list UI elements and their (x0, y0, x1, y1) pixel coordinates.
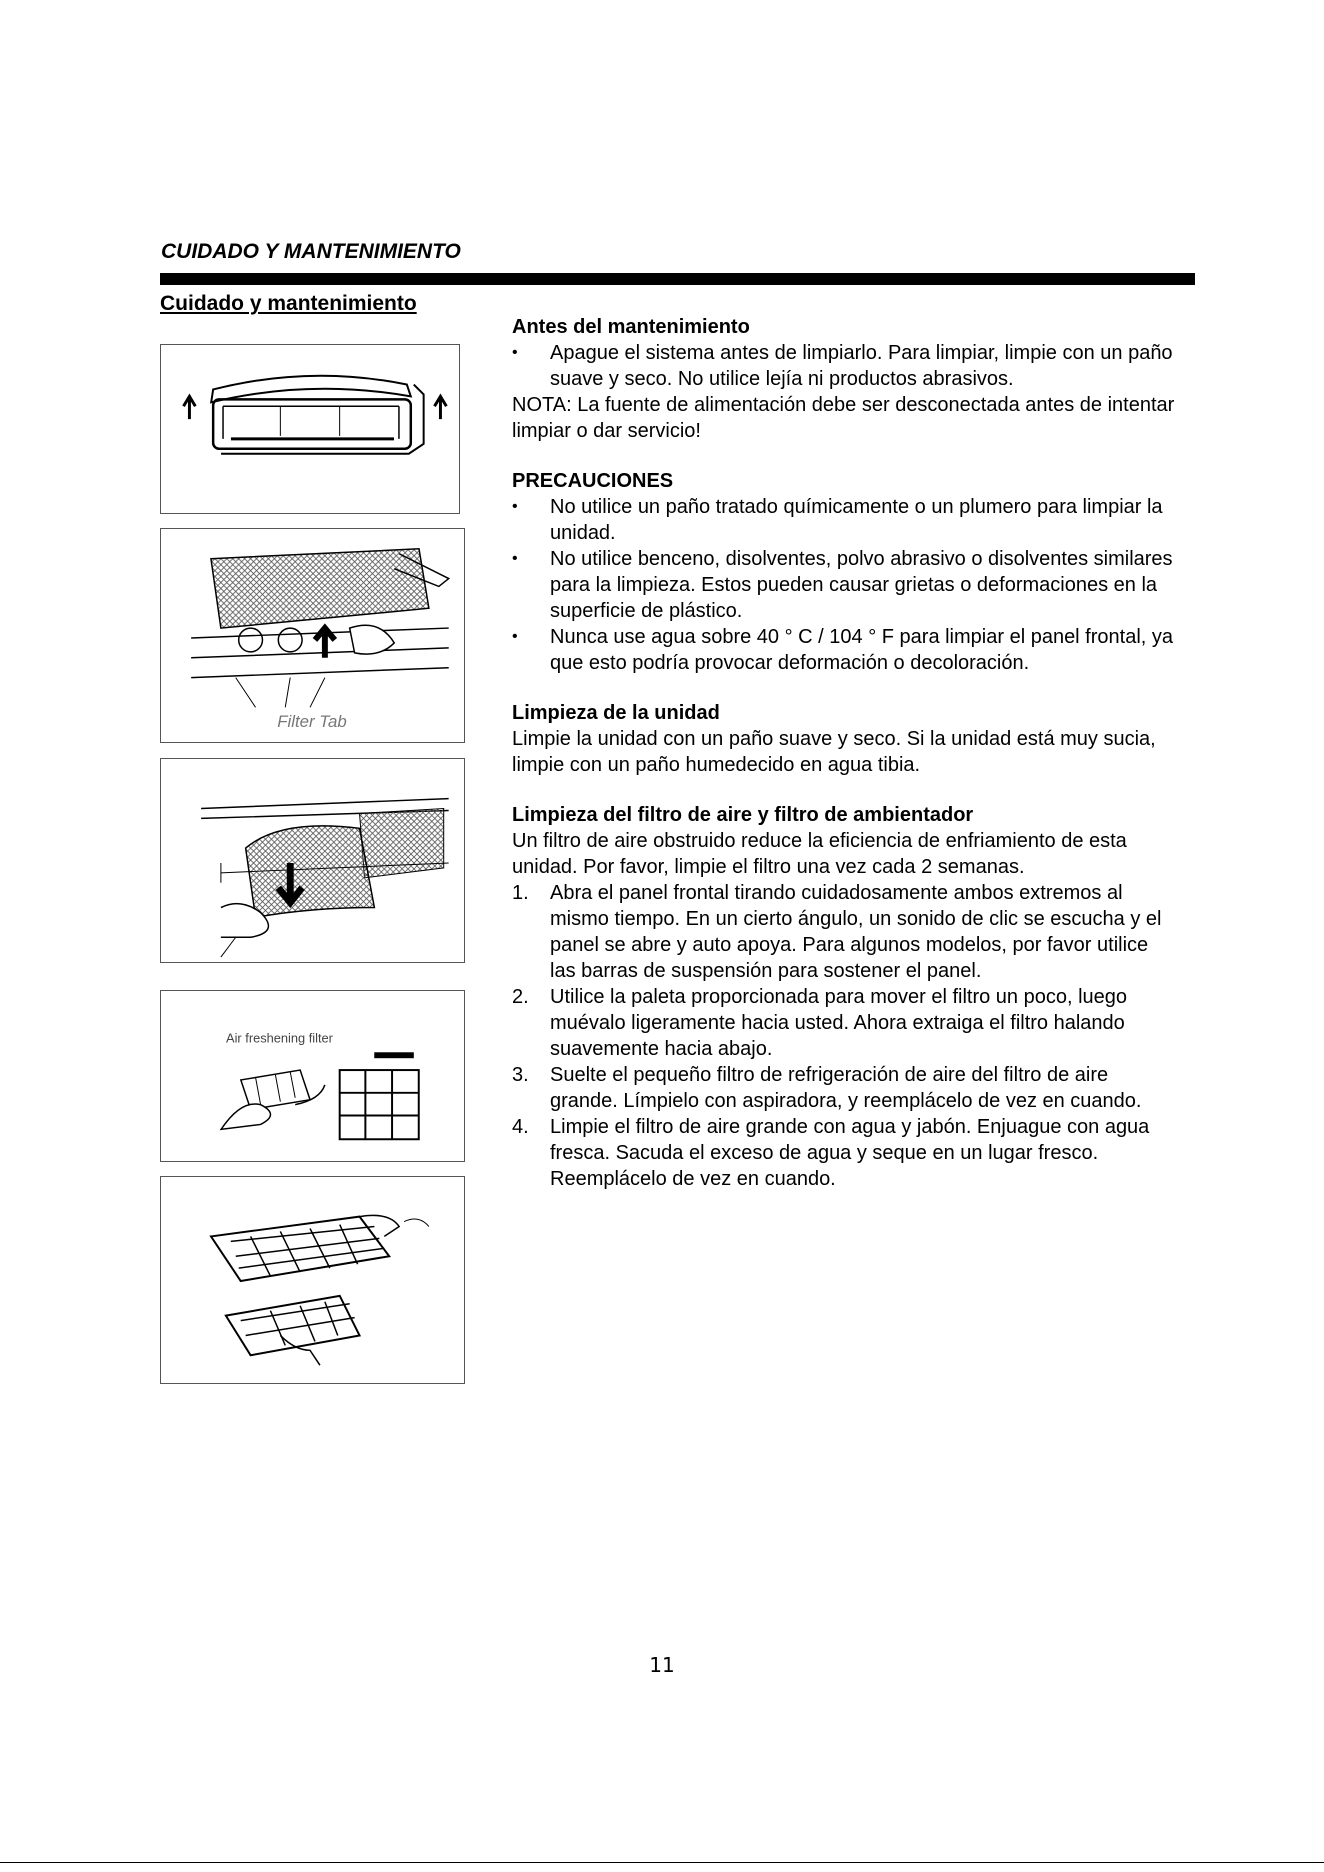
limpieza-filtro-heading: Limpieza del filtro de aire y filtro de ambientador (512, 804, 974, 826)
figure-wash-filter (160, 1176, 465, 1384)
section-heading-link[interactable]: Cuidado y mantenimiento (160, 292, 417, 315)
figure-remove-filter (160, 758, 465, 963)
precauciones-heading: PRECAUCIONES (512, 470, 674, 492)
remove-filter-illustration (161, 759, 464, 962)
figure-filter-tab (160, 528, 465, 743)
precaucion-bullet: • No utilice un paño tratado químicamente o un plumero para limpiar la unidad. (512, 494, 1177, 546)
page-number: 11 (649, 1653, 675, 1677)
ac-unit-open-panel-illustration (161, 345, 459, 513)
step-number: 1. (512, 882, 529, 904)
filtro-step (512, 880, 1177, 984)
filter-tab-label: Filter Tab (277, 712, 347, 732)
limpieza-unidad-text: Limpie la unidad con un paño suave y seco. Si la unidad está muy sucia, limpie con un paño humedecido en agua tibia. (512, 728, 1156, 776)
figure-air-freshening-filter (160, 990, 465, 1162)
limpieza-filtro-section (512, 802, 1177, 1192)
step-text: Limpie el filtro de aire grande con agua y jabón. Enjuague con agua fresca. Sacuda el exceso de agua y seque en un lugar fresco. Reemplácelo de vez en cuando. (550, 1116, 1150, 1190)
precaucion-bullet: • No utilice benceno, disolventes, polvo abrasivo o disolventes similares para la limpieza. Estos pueden causar grietas o deformaciones en la superficie de plástico. (512, 546, 1177, 624)
bottom-rule (0, 1862, 1324, 1863)
maintenance-text-column (512, 314, 1177, 1216)
step-text: Abra el panel frontal tirando cuidadosamente ambos extremos al mismo tiempo. En un cierto ángulo, un sonido de clic se escucha y el panel se abre y auto apoya. Para algunos modelos, por favor utilice las barras de suspensión para sostener el panel. (550, 882, 1162, 982)
header-divider (160, 273, 1195, 285)
filtro-step (512, 984, 1177, 1062)
filtro-step (512, 1114, 1177, 1192)
wash-filter-illustration (161, 1177, 464, 1383)
step-number: 3. (512, 1064, 529, 1086)
note-text: : La fuente de alimentación debe ser desconectada antes de intentar limpiar o dar servicio! (512, 394, 1175, 442)
antes-note (512, 392, 1177, 444)
step-number: 4. (512, 1116, 529, 1138)
air-freshening-filter-illustration (161, 991, 464, 1161)
filter-tab-illustration (161, 529, 464, 742)
precauciones-section (512, 468, 1177, 676)
figure-open-front-panel (160, 344, 460, 514)
note-label: NOTA (512, 394, 567, 416)
page-section-title: CUIDADO Y MANTENIMIENTO (161, 240, 461, 263)
step-text: Utilice la paleta proporcionada para mover el filtro un poco, luego muévalo ligeramente hacia usted. Ahora extraiga el filtro halando suavemente hacia abajo. (550, 986, 1128, 1060)
limpieza-unidad-section (512, 700, 1177, 778)
step-text: Suelte el pequeño filtro de refrigeración de aire del filtro de aire grande. Límpielo con aspiradora, y reemplácelo de vez en cuando. (550, 1064, 1142, 1112)
limpieza-filtro-intro: Un filtro de aire obstruido reduce la eficiencia de enfriamiento de esta unidad. Por favor, limpie el filtro una vez cada 2 semanas. (512, 830, 1127, 878)
antes-heading: Antes del mantenimiento (512, 316, 750, 338)
antes-section (512, 314, 1177, 444)
limpieza-unidad-heading: Limpieza de la unidad (512, 702, 720, 724)
precaucion-bullet: • Nunca use agua sobre 40 ° C / 104 ° F para limpiar el panel frontal, ya que esto podría provocar deformación o decoloración. (512, 624, 1177, 676)
step-number: 2. (512, 986, 529, 1008)
filtro-step (512, 1062, 1177, 1114)
antes-bullet: • Apague el sistema antes de limpiarlo. Para limpiar, limpie con un paño suave y seco. No utilice lejía ni productos abrasivos. (512, 340, 1177, 392)
air-freshening-label: Air freshening filter (226, 1030, 333, 1046)
